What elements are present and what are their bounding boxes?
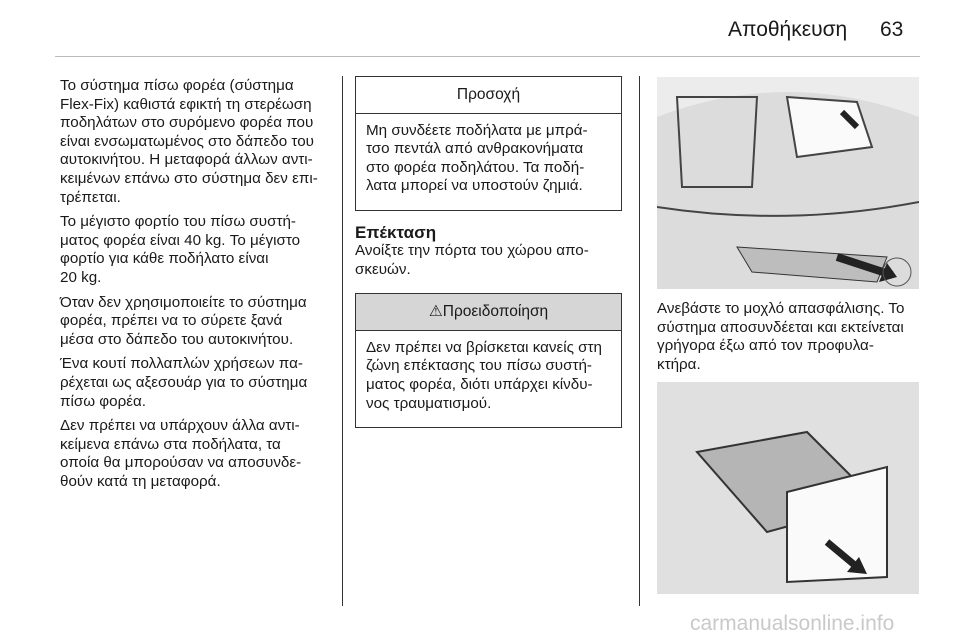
warning-title: Προειδοποίηση	[442, 303, 549, 321]
text-line: ματος φορέα, διότι υπάρχει κίνδυ-	[366, 375, 593, 393]
warning-box	[355, 293, 622, 428]
text-line: Το σύστημα πίσω φορέα (σύστημα	[60, 77, 294, 94]
paragraph	[60, 77, 340, 207]
text-line: ρέχεται ως αξεσουάρ για το σύστημα	[60, 373, 308, 391]
text-line: τσο πεντάλ από ανθρακονήματα	[366, 140, 584, 158]
text-line: σκευών.	[355, 260, 411, 278]
text-line: Ανοίξτε την πόρτα του χώρου απο-	[355, 241, 589, 259]
carrier-extension-illustration	[657, 382, 919, 594]
text-line: ζώνη επέκτασης του πίσω συστή-	[366, 357, 592, 375]
column-divider	[639, 76, 640, 606]
text-line: φορέα, πρέπει να το σύρετε ξανά	[60, 312, 283, 330]
column-divider	[342, 76, 343, 606]
text-line: νος τραυματισμού.	[366, 394, 492, 412]
header-divider	[55, 56, 920, 57]
text-line: 20 kg.	[60, 268, 102, 286]
trunk-lever-illustration	[657, 77, 919, 289]
column-3-text	[657, 300, 927, 380]
text-line: οποία θα μπορούσαν να αποσυνδε-	[60, 454, 302, 472]
paragraph	[60, 417, 340, 491]
text-line: μέσα στο δάπεδο του αυτοκινήτου.	[60, 330, 294, 348]
warning-triangle-icon: ⚠	[428, 303, 443, 321]
text-line: αυτοκινήτου. Η μεταφορά άλλων αντι-	[60, 151, 313, 169]
text-line: είναι ενσωματωμένος στο δάπεδο του	[60, 132, 314, 150]
section-title: Αποθήκευση	[728, 18, 848, 41]
text-line: Μη συνδέετε ποδήλατα με μπρά-	[366, 121, 588, 139]
text-line: κείμενα επάνω στα ποδήλατα, τα	[60, 435, 281, 453]
text-line: Το μέγιστο φορτίο του πίσω συστή-	[60, 213, 296, 231]
text-line: σύστημα αποσυνδέεται και εκτείνεται	[657, 318, 904, 336]
caution-box	[355, 76, 622, 211]
text-line: πίσω φορέα.	[60, 392, 147, 410]
caution-title: Προσοχή	[356, 77, 621, 114]
paragraph	[60, 355, 340, 411]
text-line: λατα μπορεί να υποστούν ζημιά.	[366, 177, 583, 195]
text-line: Όταν δεν χρησιμοποιείτε το σύστημα	[60, 293, 307, 311]
extension-text	[355, 242, 622, 279]
text-line: Ένα κουτί πολλαπλών χρήσεων πα-	[60, 355, 303, 373]
extension-heading: Επέκταση	[355, 222, 437, 242]
text-line: κειμένων επάνω στο σύστημα δεν επι-	[60, 169, 318, 187]
text-line: Δεν πρέπει να υπάρχουν άλλα αντι-	[60, 417, 300, 435]
text-line: Δεν πρέπει να βρίσκεται κανείς στη	[366, 338, 602, 356]
text-line: Ανεβάστε το μοχλό απασφάλισης. Το	[657, 300, 905, 317]
text-line: φορτίο για κάθε ποδήλατο είναι	[60, 250, 269, 268]
text-line: Flex-Fix) καθιστά εφικτή τη στερέωση	[60, 95, 312, 113]
warning-text	[356, 331, 621, 421]
text-line: θούν κατά τη μεταφορά.	[60, 472, 221, 490]
text-line: ματος φορέα είναι 40 kg. Το μέγιστο	[60, 231, 301, 249]
paragraph	[60, 213, 340, 287]
warning-header	[356, 294, 621, 331]
paragraph	[60, 294, 340, 350]
text-line: στο φορέα ποδηλάτου. Τα ποδή-	[366, 158, 585, 176]
page-number: 63	[880, 18, 904, 41]
watermark: carmanualsonline.info	[690, 612, 895, 635]
column-2	[355, 76, 622, 440]
text-line: κτήρα.	[657, 355, 701, 373]
text-line: ποδηλάτων στο συρόμενο φορέα που	[60, 114, 314, 132]
column-1	[60, 77, 340, 497]
text-line: τρέπεται.	[60, 188, 121, 206]
text-line: γρήγορα έξω από τον προφυλα-	[657, 337, 874, 355]
caution-text	[356, 114, 621, 204]
